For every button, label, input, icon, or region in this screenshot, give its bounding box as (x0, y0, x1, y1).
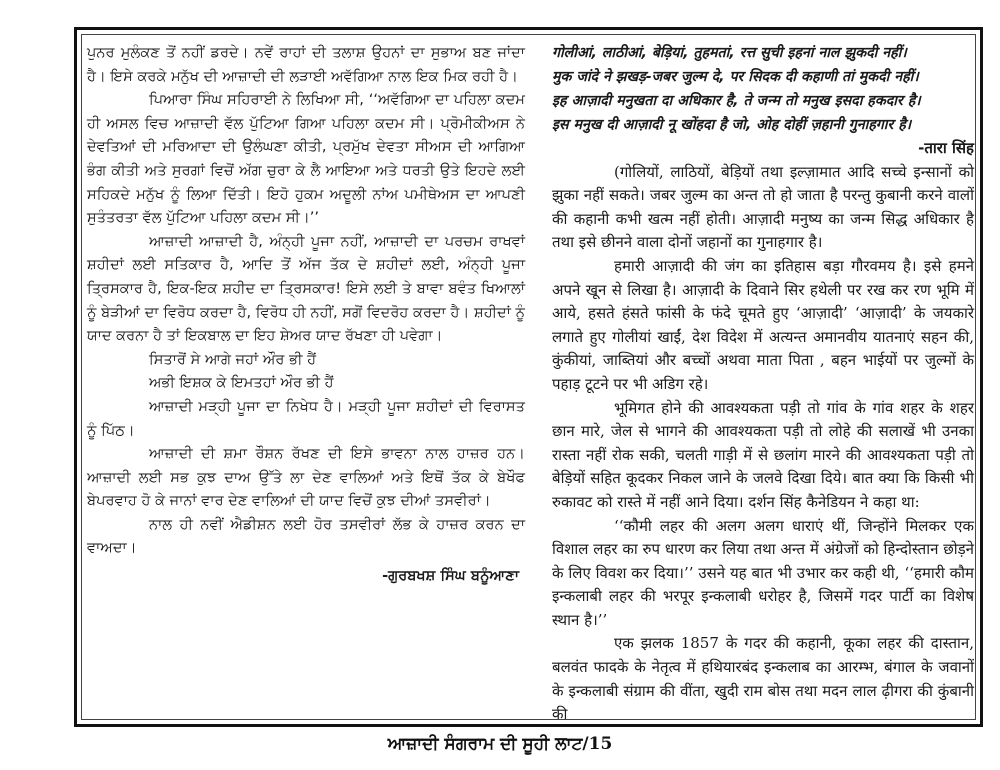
left-column (87, 41, 525, 588)
right-column (552, 41, 974, 727)
poem-block (552, 41, 974, 137)
paragraph: एक झलक 1857 के गदर की कहानी, कूका लहर की दास्तान, बलवंत फादके के नेतृत्व में हथियारबंद इन्कलाब का आरम्भ, बंगाल के जवानों के इन्कलाबी संग्राम की वींता, खुदी राम बोस तथा मदन लाल ढ़ीगरा की कुंबानी की (552, 634, 974, 724)
paragraph: ਆਜ਼ਾਦੀ ਮੜ੍ਹੀ ਪੂਜਾ ਦਾ ਨਿਖੇਧ ਹੈ। ਮੜ੍ਹੀ ਪੂਜਾ ਸ਼ਹੀਦਾਂ ਦੀ ਵਿਰਾਸਤ ਨੂੰ ਪਿੱਠ। (87, 397, 525, 439)
paragraph: (गोलियों, लाठियों, बेड़ियों तथा इल्ज़ामात आदि सच्चे इन्सानों को झुका नहीं सकते। जबर जुल्म का अन्त तो हो जाता है परन्तु कुबानी करने वालों की कहानी कभी खत्म नहीं होती। आज़ादी मनुष्य का जन्म सिद्ध अधिकार है तथा इसे छीनने वाला दोनों जहानों का गुनाहगार है। (552, 162, 974, 252)
verse-block (87, 348, 525, 395)
paragraph: ਆਜ਼ਾਦੀ ਦੀ ਸ਼ਮਾ ਰੌਸ਼ਨ ਰੱਖਣ ਦੀ ਇਸੇ ਭਾਵਨਾ ਨਾਲ ਹਾਜ਼ਰ ਹਨ। ਆਜ਼ਾਦੀ ਲਈ ਸਭ ਕੁਝ ਦਾਅ ਉੱਤੇ ਲਾ ਦੇਣ ਵਾਲਿਆਂ ਅਤੇ ਇਥੋਂ ਤੱਕ ਕੇ ਬੇਖੌਫ ਬੇਪਰਵਾਹ ਹੋ ਕੇ ਜਾਨਾਂ ਵਾਰ ਦੇਣ ਵਾਲਿਆਂ ਦੀ ਯਾਦ ਵਿਚੋਂ ਕੁਝ ਦੀਆਂ ਤਸਵੀਰਾਂ। (87, 445, 525, 510)
paragraph: ਨਾਲ ਹੀ ਨਵੀਂ ਐਡੀਸ਼ਨ ਲਈ ਹੋਰ ਤਸਵੀਰਾਂ ਲੱਭ ਕੇ ਹਾਜ਼ਰ ਕਰਨ ਦਾ ਵਾਅਦਾ। (87, 515, 525, 557)
paragraph: ‘‘कौमी लहर की अलग अलग धाराएं थीं, जिन्होंने मिलकर एक विशाल लहर का रुप धारण कर लिया तथा अन्त में अंग्रेजों को हिन्दोस्तान छोड़ने के लिए विवश कर दिया।’’ उसने यह बात भी उभार कर कही थी, ‘‘हमारी कौम इन्कलाबी लहर की भरपूर इन्कलाबी धरोहर है, जिसमें गदर पार्टी का विशेष स्थान है।’’ (552, 516, 974, 629)
page-footer: ਆਜ਼ਾਦੀ ਸੰਗਰਾਮ ਦੀ ਸੂਹੀ ਲਾਟ/15 (387, 734, 613, 754)
author-signature: -ਗੁਰਬਖਸ਼ ਸਿੰਘ ਬਨੂੰਆਣਾ (382, 567, 519, 585)
poem-line: इह आज़ादी मनुखता दा अधिकार है, ते जन्म तो मनुख इसदा हकदार है। (552, 93, 921, 109)
paragraph: ਪੁਨਰ ਮੁਲੰਕਣ ਤੋਂ ਨਹੀਂ ਡਰਦੇ। ਨਵੇਂ ਰਾਹਾਂ ਦੀ ਤਲਾਸ਼ ਉਹਨਾਂ ਦਾ ਸੁਭਾਅ ਬਣ ਜਾਂਦਾ ਹੈ। ਇਸੇ ਕਰਕੇ ਮਨੁੱਖ ਦੀ ਆਜ਼ਾਦੀ ਦੀ ਲੜਾਈ ਅਵੱਗਿਆ ਨਾਲ ਇਕ ਮਿਕ ਰਹੀ ਹੈ। (87, 44, 525, 85)
paragraph: भूमिगत होने की आवश्यकता पड़ी तो गांव के गांव शहर के शहर छान मारे, जेल से भागने की आवश्यकता पड़ी तो लोहे की सलाखें भी उनका रास्ता नहीं रोक सकी, चलती गाड़ी में से छलांग मारने की आवश्यकता पड़ी तो बेड़ियों सहित कूदकर निकल जाने के जलवे दिखा दिये। बात क्या कि किसी भी रुकावट को रास्ते में नहीं आने दिया। दर्शन सिंह कैनेडियन ने कहा था: (552, 398, 974, 511)
verse-line: ਸਿਤਾਰੋਂ ਸੇ ਆਗੇ ਜਹਾਂ ਔਰ ਭੀ ਹੈਂ (149, 350, 317, 368)
poem-line: इस मनुख दी आज़ादी नू खोंहदा है जो, ओह दोहीं ज़हानी गुनाहगार है। (552, 117, 912, 133)
paragraph: हमारी आज़ादी की जंग का इतिहास बड़ा गौरवमय है। इसे हमने अपने खून से लिखा है। आज़ादी के दिवाने सिर हथेली पर रख कर रण भूमि में आये, हसते हंसते फांसी के फंदे चूमते हुए ‘आज़ादी’ ‘आज़ादी’ के जयकारे लगाते हुए गोलीयां खाईं, देश विदेश में अत्यन्त अमानवीय यातनाएं सहन की, कुंकीयां, जाब्तियां और बच्चों अथवा माता पिता , बहन भाईयों पर जुल्मों के पहाड़ टूटने पर भी अडिग रहे। (552, 256, 974, 393)
verse-line: ਅਭੀ ਇਸ਼ਕ ਕੇ ਇਮਤਹਾਂ ਔਰ ਭੀ ਹੈਂ (149, 374, 334, 392)
poem-signature: -तारा सिंह (918, 139, 974, 157)
page-frame (74, 27, 983, 727)
poem-line: मुक जांदे ने झखड़-जबर जुल्म दे, पर सिदक दी कहाणी तां मुकदी नहीं। (552, 69, 919, 85)
paragraph: ਪਿਆਰਾ ਸਿੰਘ ਸਹਿਰਾਈ ਨੇ ਲਿਖਿਆ ਸੀ, ‘‘ਅਵੱਗਿਆ ਦਾ ਪਹਿਲਾ ਕਦਮ ਹੀ ਅਸਲ ਵਿਚ ਆਜ਼ਾਦੀ ਵੱਲ ਪੁੱਟਿਆ ਗਿਆ ਪਹਿਲਾ ਕਦਮ ਸੀ। ਪ੍ਰੋਮੀਕੀਅਸ ਨੇ ਦੇਵਤਿਆਂ ਦੀ ਮਰਿਆਦਾ ਦੀ ਉਲੰਘਣਾ ਕੀਤੀ, ਪ੍ਰਮੁੱਖ ਦੇਵਤਾ ਸੀਅਸ ਦੀ ਆਗਿਆ ਭੰਗ ਕੀਤੀ ਅਤੇ ਸੁਰਗਾਂ ਵਿਚੋਂ ਅੱਗ ਚੁਰਾ ਕੇ ਲੈ ਆਇਆ ਅਤੇ ਧਰਤੀ ਉਤੇ ਇਹਦੇ ਲਈ ਸਹਿਕਦੇ ਮਨੁੱਖ ਨੂੰ ਲਿਆ ਦਿੱਤੀ। ਇਹੋ ਹੁਕਮ ਅਦੂਲੀ ਨਾਂਅ ਪਮੀਥੇਅਸ ਦਾ ਆਪਣੀ ਸੁਤੰਤਰਤਾ ਵੱਲ ਪੁੱਟਿਆ ਪਹਿਲਾ ਕਦਮ ਸੀ।’’ (87, 91, 525, 227)
page-frame-inner (81, 34, 976, 724)
poem-line: गोलीआं, लाठीआं, बेड़ियां, तुहमतां, रत्त सुची इहनां नाल झुकदी नहीं। (552, 45, 907, 61)
paragraph: ਆਜ਼ਾਦੀ ਆਜ਼ਾਦੀ ਹੈ, ਅੰਨ੍ਹੀ ਪੂਜਾ ਨਹੀਂ, ਆਜ਼ਾਦੀ ਦਾ ਪਰਚਮ ਰਾਖਵਾਂ ਸ਼ਹੀਦਾਂ ਲਈ ਸਤਿਕਾਰ ਹੈ, ਆਦਿ ਤੋਂ ਅੱਜ ਤੱਕ ਦੇ ਸ਼ਹੀਦਾਂ ਲਈ, ਅੰਨ੍ਹੀ ਪੂਜਾ ਤ੍ਰਿਸਕਾਰ ਹੈ, ਇਕ-ਇਕ ਸ਼ਹੀਦ ਦਾ ਤ੍ਰਿਸਕਾਰ! ਇਸੇ ਲਈ ਤੇ ਬਾਵਾ ਬਵੰਤ ਖਿਆਲਾਂ ਨੂੰ ਬੇੜੀਆਂ ਦਾ ਵਿਰੋਧ ਕਰਦਾ ਹੈ, ਵਿਰੋਧ ਹੀ ਨਹੀਂ, ਸਗੋਂ ਵਿਦਰੋਹ ਕਰਦਾ ਹੈ। ਸ਼ਹੀਦਾਂ ਨੂੰ ਯਾਦ ਕਰਨਾ ਹੈ ਤਾਂ ਇਕਬਾਲ ਦਾ ਇਹ ਸ਼ੇਅਰ ਯਾਦ ਰੱਖਣਾ ਹੀ ਪਵੇਗਾ। (87, 232, 525, 345)
